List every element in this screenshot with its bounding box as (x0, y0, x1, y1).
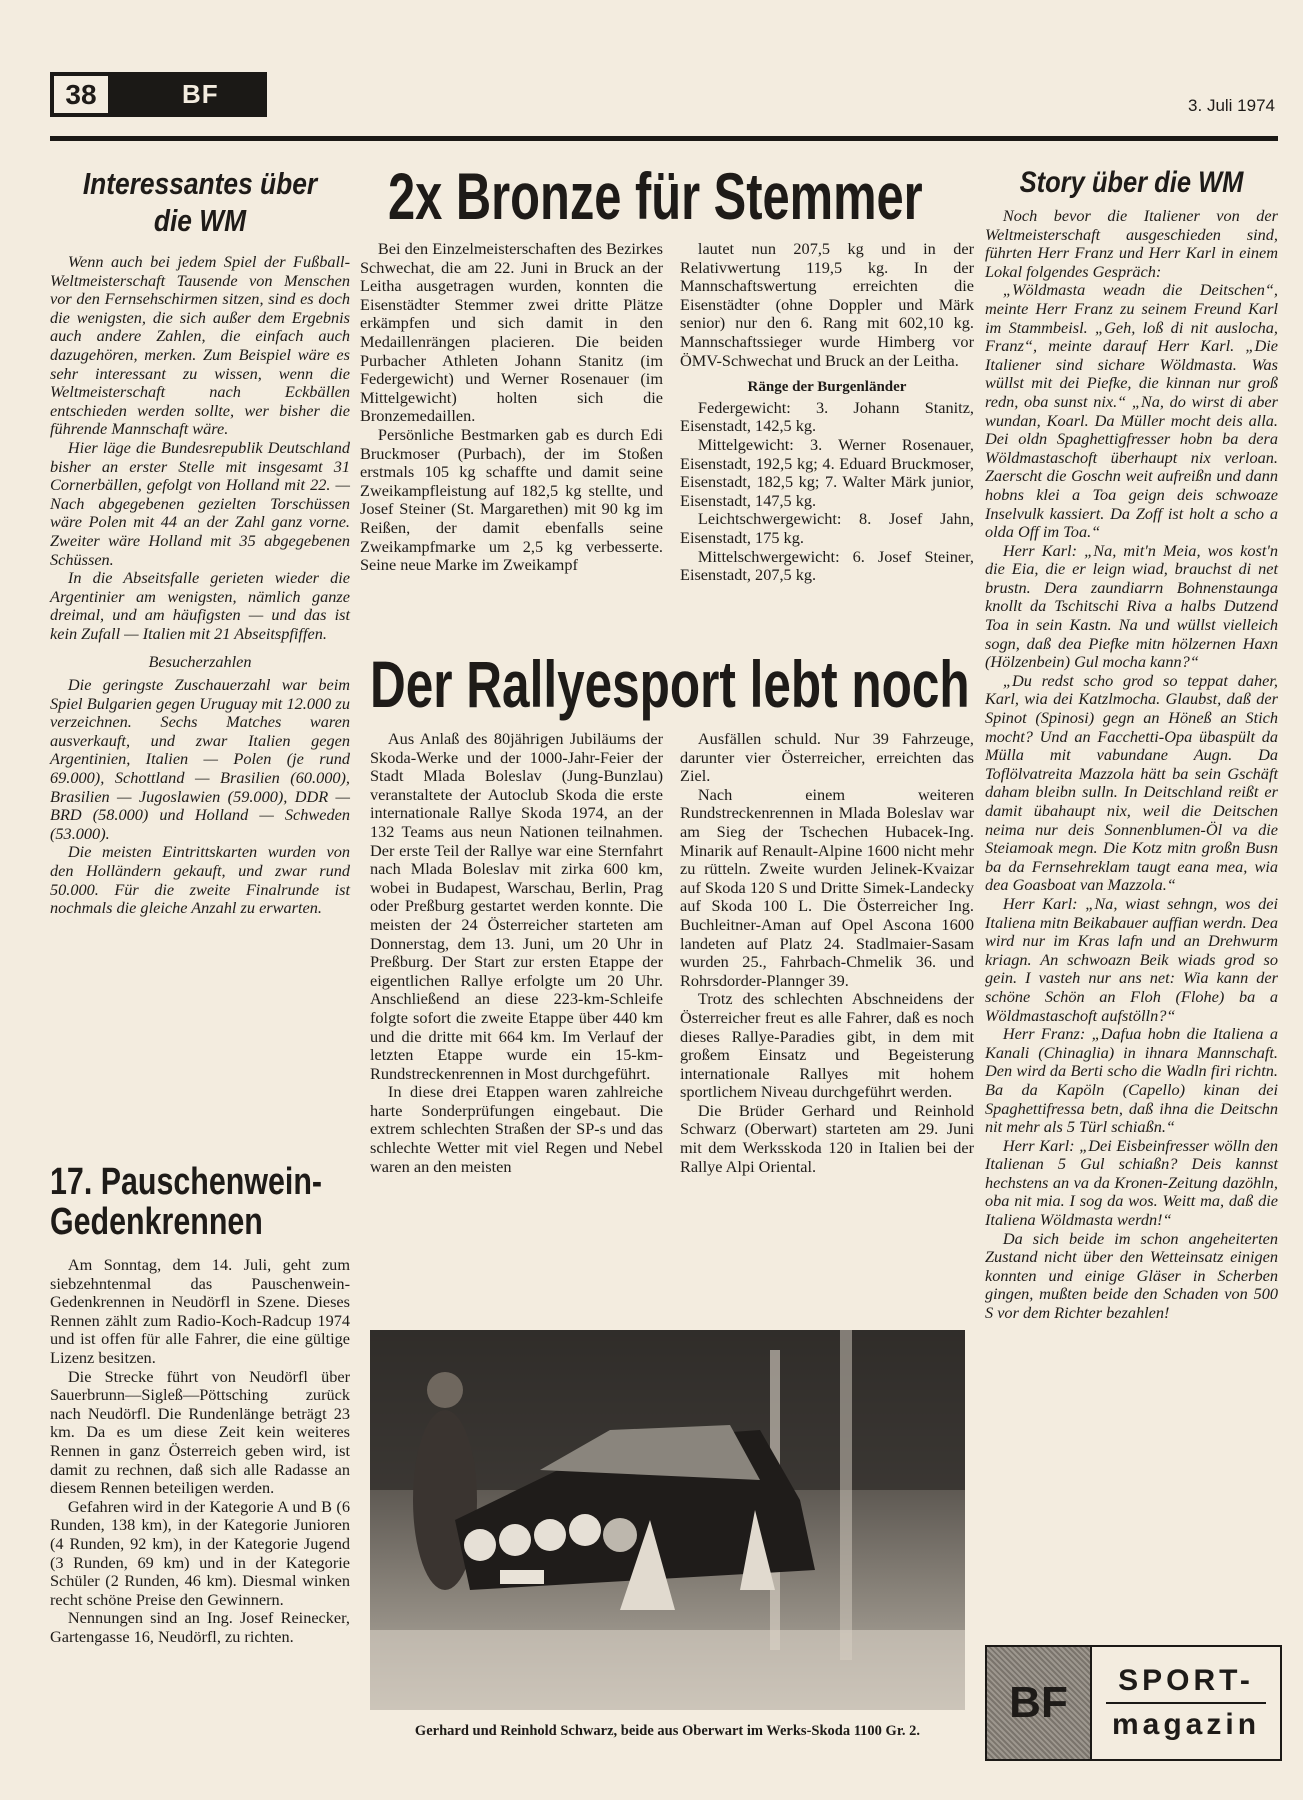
subheading: Ränge der Burgenländer (747, 379, 907, 396)
wm-facts-title: Interessantes über die WM (82, 166, 318, 238)
sportmagazin-logo (985, 1645, 1282, 1761)
paragraph: Bei den Einzelmeisterschaften des Bezirkes Schwechat, die am 22. Juni in Bruck an der Leitha ausgetragen wurden, konnten die Eisenstädter Stemmer zwei dritte Plätze erkämpfen und sich damit in den Medaillenrängen placieren. Die beiden Purbacher Athleten Johann Stanitz (im Federgewicht) und Werner Rosenauer (im Mittelgewicht) holten sich die Bronzemedaillen. (360, 239, 663, 426)
story-title: Story über die WM (1019, 166, 1244, 199)
logo-line-2: magazin (1111, 1708, 1261, 1741)
paragraph: Hier läge die Bundesrepublik Deutschland bisher an erster Stelle mit insgesamt 31 Cornerbällen, gefolgt von Holland mit 22. — Nach abgegebenen gezielten Torschüssen wäre Polen mit 44 an der Zahl ganz vorne. Zweiter wäre Holland mit 35 abgegebenen Schüssen. (50, 437, 350, 569)
subheading: Besucherzahlen (148, 652, 252, 672)
stemmer-headline: 2x Bronze für Stemmer (388, 159, 923, 233)
pauschenwein-article (50, 1162, 350, 1646)
paragraph: Die Strecke führt von Neudörfl über Sauerbrunn—Sigleß—Pöttsching zurück nach Neudörfl. Die Rundenlänge beträgt 23 km. Da es um diese Zeit kein weiteres Rennen in ganz Österreich geben wird, ist damit zu rechnen, daß sich alle Radasse an diesem Rennen beteiligen werden. (50, 1366, 350, 1498)
logo-divider (1106, 1702, 1266, 1704)
rally-car-photo (370, 1330, 965, 1710)
rally-car-illustration (370, 1330, 965, 1710)
paragraph: Noch bevor die Italiener von der Weltmeisterschaft ausgeschieden sind, führten Herr Franz und Herr Karl in einem Lokal folgendes Gespräch: (985, 206, 1278, 281)
result-line: Mittelschwergewicht: 6. Josef Steiner, Eisenstadt, 207,5 kg. (680, 546, 974, 585)
paragraph: „Du redst scho grod so teppat daher, Karl, wia dei Katzlmocha. Glaubst, daß der Spinot (Spinosi) gegn an Höneß an Stich mocht? Und an Facchetti-Opa übaspült da Mülla mit vabundane Augn. Da Toflölvatreita Mazzola hätt ba sein Gschäft daham bleibn sulln. In Deitschland reißt er damit übahaupt nix, weil die Deitschen neima nur deis Sonnenblumen-Öl va die Steiamoak megn. Die Kotz mitn großn Busn ba da Fernsehreklam taugt eana mea, wia dea Goasboat van Mazzola.“ (985, 670, 1278, 895)
stemmer-column-2 (680, 240, 974, 585)
logo-line-1: SPORT- (1118, 1664, 1254, 1697)
rallye-column-2 (680, 730, 974, 1176)
paragraph: In die Abseitsfalle gerieten wieder die Argentinier am wenigsten, nämlich ganze dreimal, und am häufigsten — und das ist kein Zufall — Italien mit 21 Abseitspfiffen. (50, 568, 350, 643)
story-article (985, 165, 1278, 1323)
paragraph: Herr Karl: „Na, wiast sehngn, wos dei Italiena mitn Beikabauer auffian werdn. Dea wird nur im Kras lafn und an Drehwurm kriagn. An schwoazn Beik wiads grod so gein. I vasteh nur ans net: Wia kann der schöne Schön an Floh (Flohe) ba a Wöldmastaschoft aufstölln?“ (985, 893, 1278, 1025)
pauschenwein-title (50, 1162, 350, 1248)
wm-facts-article (50, 165, 350, 918)
result-line: Mittelgewicht: 3. Werner Rosenauer, Eisenstadt, 192,5 kg; 4. Eduard Bruckmoser, Eisenstadt, 182,5 kg; 7. Walter Märk junior, Eisenstadt, 147,5 kg. (680, 434, 974, 510)
page-number: 38 (52, 74, 110, 115)
title-line: 17. Pauschenwein- (50, 1161, 323, 1203)
photo-caption: Gerhard und Reinhold Schwarz, beide aus Oberwart im Werks-Skoda 1100 Gr. 2. (414, 1723, 921, 1739)
paragraph: Aus Anlaß des 80jährigen Jubiläums der Skoda-Werke und der 1000-Jahr-Feier der Stadt Mlada Boleslav (Jung-Bunzlau) veranstaltete der Autoclub Skoda die erste internationale Rallye Skoda 1974, an der 132 Teams aus neun Nationen teilnahmen. Der erste Teil der Rallye war eine Sternfahrt nach Mlada Boleslav mit zirka 600 km, wobei in Budapest, Warschau, Berlin, Prag oder Preßburg gestartet werden konnte. Die meisten der 24 Österreicher starteten am Donnerstag, dem 13. Juni, um 20 Uhr in Preßburg. Der Start zur ersten Etappe der eigentlichen Rallye erfolgte um 20 Uhr. Anschließend an diese 223-km-Schleife folgte sofort die zweite Etappe über 440 km und die dritte mit 664 km. Im Verlauf der letzten Etappe wurde ein 15-km-Rundstreckenrennen in Most durchgeführt. (370, 729, 663, 1083)
paragraph: lautet nun 207,5 kg und in der Relativwertung 119,5 kg. In der Mannschaftswertung erreichten die Eisenstädter (ohne Doppler und Märk senior) nur den 6. Rang mit 602,10 kg. Mannschaftssieger wurde Himberg vor ÖMV-Schwechat und Bruck an der Leitha. (680, 239, 974, 370)
paragraph: Wenn auch bei jedem Spiel der Fußball-Weltmeisterschaft Tausende von Menschen vor den Fernsehschirmen sitzen, sind es doch die wenigsten, die sich außer dem Ergebnis auch andere Zahlen, die einfach auch dazugehören, merken. Zum Beispiel wäre es sehr interessant zu wissen, wenn die Weltmeisterschaft nach Eckbällen entschieden werden sollte, wer bisher die führende Mannschaft wäre. (50, 252, 350, 439)
paragraph: Nach einem weiteren Rundstreckenrennen in Mlada Boleslav war am Sieg der Tschechen Hubacek-Ing. Minarik auf Renault-Alpine 1600 nicht mehr zu rütteln. Zweite wurden Jelinek-Kvaizar auf Skoda 120 S und Dritte Simek-Landecky auf Skoda 100 L. Die Österreicher Ing. Buchleitner-Aman auf Opel Ascona 1600 landeten auf Platz 24. Stadlmaier-Sasam wurden 25., Fahrbach-Chmelik 36. und Rohrsdorder-Plannger 39. (680, 784, 974, 990)
page-badge (50, 72, 267, 117)
paragraph: Herr Karl: „Dei Eisbeinfresser wölln den Italienan 5 Gul schiaßn? Deis kannst hechstens an va da Kronen-Zeitung dazöhln, oba nit mia. I sog da wos. Weitt ma, daß die Italiena Wöldmasta werdn!“ (985, 1135, 1278, 1230)
paragraph: Trotz des schlechten Abschneidens der Österreicher freut es alle Fahrer, daß es noch dieses Rallye-Paradies gibt, in dem mit großem Einsatz und Begeisterung internationale Rallyes mit hohem sportlichem Niveau durchgeführt werden. (680, 989, 974, 1102)
paragraph: Die Brüder Gerhard und Reinhold Schwarz (Oberwart) starteten am 29. Juni mit dem Werksskoda 120 in Italien bei der Rallye Alpi Oriental. (680, 1100, 974, 1176)
paragraph: Die meisten Eintrittskarten wurden von den Holländern gekauft, und zwar rund 50.000. Für die zweite Finalrunde ist nochmals die gleiche Anzahl zu erwarten. (50, 842, 350, 918)
logo-mark: BF (987, 1647, 1092, 1759)
result-line: Federgewicht: 3. Johann Stanitz, Eisenstadt, 142,5 kg. (680, 397, 974, 436)
rallye-headline: Der Rallyesport lebt noch (370, 647, 970, 721)
paragraph: Herr Karl: „Na, mit'n Meia, wos kost'n die Eia, die er leign wiad, brauchst di net brustn. Dera zaundiarrn Bohnenstaunga knollt da Tschitschi Riva a halbs Dutzend Toa in sein Kastn. Na und wüllst vielleich sogn, daß dea Piefke mitn hölzernen Haxn (Hölzenbein) Gul mocha kann?“ (985, 540, 1278, 672)
paragraph: Nennungen sind an Ing. Josef Reinecker, Gartengasse 16, Neudörfl, zu richten. (50, 1608, 350, 1646)
paragraph: Gefahren wird in der Kategorie A und B (6 Runden, 138 km), in der Kategorie Junioren (4 Runden, 92 km), in der Kategorie Jugend (3 Runden, 69 km) und in der Kategorie Schüler (2 Runden, 46 km). Diesmal winken recht schöne Preise den Gewinnern. (50, 1496, 350, 1609)
issue-date: 3. Juli 1974 (1188, 96, 1275, 115)
paragraph: Herr Franz: „Dafua hobn die Italiena a Kanali (Chinaglia) in ihnara Mannschaft. Den wird da Berti scho die Wadln firi richtn. Ba da Kapöln (Capello) kinan dei Spaghettifressa betn, daß ihna die Deitschn nit mehr als 5 Türl schiaßn.“ (985, 1024, 1278, 1137)
paragraph: In diese drei Etappen waren zahlreiche harte Sonderprüfungen eingebaut. Die extrem schlechten Straßen der SP-s und das schlechte Wetter mit viel Regen und Nebel waren an den meisten (370, 1082, 663, 1176)
paragraph: „Wöldmasta weadn die Deitschen“, meinte Herr Franz zu seinem Freund Karl im Stammbeisl. „Geh, loß di nit auslocha, Franz“, meinte darauf Herr Karl. „Die Italiener sind sichare Wöldmasta. Was wüllst mit dei Piefke, die kinnan nur groß redn, oba sunst nix.“ „Na, do wirst di aber wundan, Koarl. Da Müller mocht deis alla. Dei oldn Spaghettigfresser hobn ba dera Wöldmastaschoft überhaupt nix verloan. Zaerscht die Goschn weit aufreißn und dann hobns klei a Toa geign deis schwoaze Inselvulk kassiert. Da Zoff ist holt a scho a olda Off im Toa.“ (985, 280, 1278, 542)
stemmer-column-1 (360, 240, 663, 575)
paragraph: Da sich beide im schon angeheiterten Zustand nicht über den Wetteinsatz einigen konnten und einige Gläser in Scherben gingen, mußten beide den Schaden von 500 S vor dem Richter bezahlen! (985, 1228, 1278, 1323)
section-label: BF (182, 79, 219, 109)
paragraph: Die geringste Zuschauerzahl war beim Spiel Bulgarien gegen Uruguay mit 12.000 zu verzeichnen. Sechs Matches waren ausverkauft, und zwar Italien gegen Argentinien, Italien — Polen (je rund 69.000), Schottland — Brasilien (60.000), Brasilien — Jugoslawien (59.000), DDR — BRD (58.000) und Holland — Schweden (53.000). (50, 675, 350, 843)
paragraph: Persönliche Bestmarken gab es durch Edi Bruckmoser (Purbach), der im Stoßen erstmals 105 kg schaffte und damit seine Zweikampfleistung auf 182,5 kg stellte, und Josef Steiner (St. Margarethen) mit 90 kg im Reißen, der damit ebenfalls seine Zweikampfmarke um 2,5 kg verbesserte. Seine neue Marke im Zweikampf (360, 424, 663, 575)
paragraph: Am Sonntag, dem 14. Juli, geht zum siebzehntenmal das Pauschenwein-Gedenkrennen in Neudörfl in Szene. Dieses Rennen zählt zum Radio-Koch-Radcup 1974 und ist offen für alle Fahrer, die eine gültige Lizenz besitzen. (50, 1255, 350, 1367)
paragraph: Ausfällen schuld. Nur 39 Fahrzeuge, darunter vier Österreicher, erreichten das Ziel. (680, 729, 974, 786)
result-line: Leichtschwergewicht: 8. Josef Jahn, Eisenstadt, 175 kg. (680, 509, 974, 547)
title-line: Gedenkrennen (50, 1201, 263, 1243)
rallye-column-1 (370, 730, 663, 1176)
header-rule (50, 136, 1278, 141)
